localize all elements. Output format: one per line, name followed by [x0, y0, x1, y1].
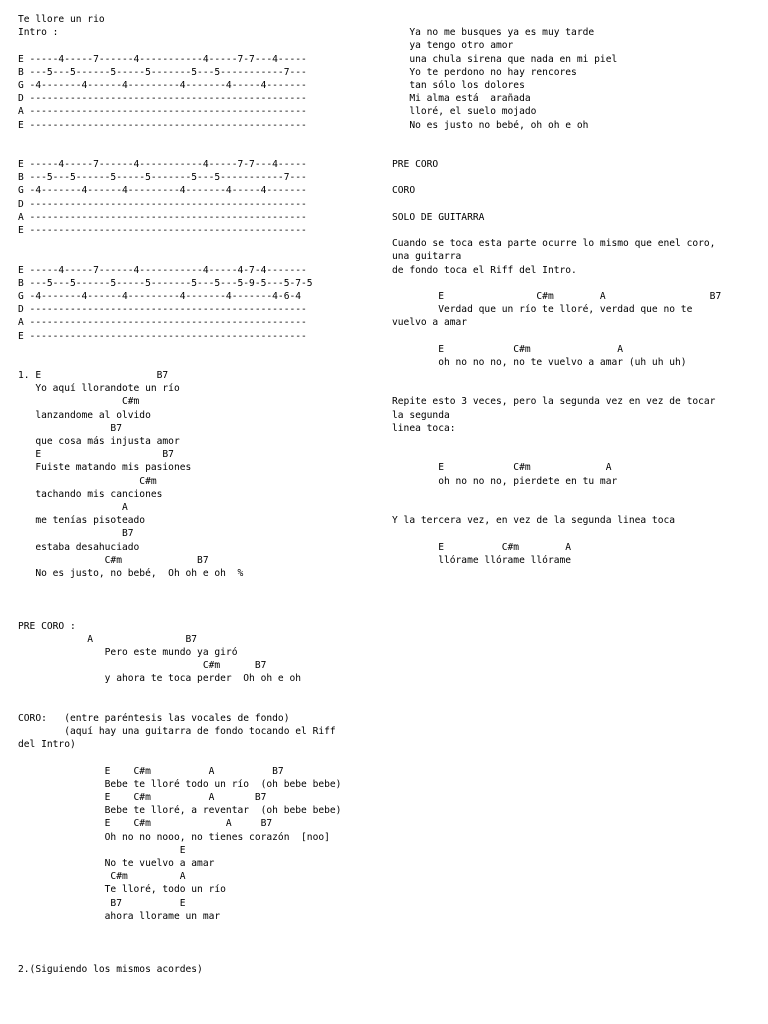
text-line: tan sólo los dolores	[392, 79, 525, 91]
text-line	[392, 435, 762, 448]
text-line: Bebe te lloré, a reventar (oh bebe bebe)	[18, 805, 342, 817]
text-line: E C#m A	[392, 462, 612, 474]
text-line: Intro :	[18, 27, 59, 39]
text-line: Ya no me busques ya es muy tarde	[392, 27, 595, 39]
text-line	[18, 699, 378, 712]
text-line: Te llore un rio	[18, 14, 105, 25]
text-line	[392, 369, 762, 382]
text-line: linea toca:	[392, 422, 456, 434]
text-line: 1. E B7	[18, 370, 169, 382]
text-line	[392, 382, 762, 395]
text-line	[18, 936, 378, 949]
text-line: B7	[18, 528, 134, 540]
text-line: A ------------------------------------------------	[18, 317, 307, 329]
text-line: Fuiste matando mis pasiones	[18, 462, 192, 474]
left-column	[18, 13, 378, 976]
text-line: Te lloré, todo un río	[18, 884, 226, 896]
text-line	[18, 606, 378, 619]
text-line: G -4-------4------4---------4-------4-----4-------	[18, 79, 307, 91]
text-line: E C#m A B7	[18, 818, 273, 830]
text-line: G -4-------4------4---------4-------4-----4-------	[18, 185, 307, 197]
text-line: Yo aquí llorandote un río	[18, 383, 180, 395]
text-line: 2.(Siguiendo los mismos acordes)	[18, 963, 203, 975]
text-line: ya tengo otro amor	[392, 40, 514, 52]
text-line: A ------------------------------------------------	[18, 211, 307, 223]
text-line	[392, 13, 762, 26]
text-line: A ------------------------------------------------	[18, 106, 307, 118]
text-line: una chula sirena que nada en mi piel	[392, 53, 618, 65]
text-line: tachando mis canciones	[18, 488, 163, 500]
text-line: PRE CORO :	[18, 620, 76, 632]
text-line: E ------------------------------------------------	[18, 330, 307, 342]
text-line: Oh no no nooo, no tienes corazón [noo]	[18, 831, 330, 843]
text-line: B7	[18, 422, 122, 434]
text-line: me tenías pisoteado	[18, 515, 146, 527]
text-line: llórame llórame llórame	[392, 554, 572, 566]
text-line	[18, 686, 378, 699]
text-line: oh no no no, no te vuelvo a amar (uh uh uh)	[392, 356, 687, 368]
text-line: A B7	[18, 633, 198, 645]
text-line: D ------------------------------------------------	[18, 93, 307, 105]
text-line: (aquí hay una guitarra de fondo tocando el Riff	[18, 726, 336, 738]
text-line: No es justo no bebé, oh oh e oh	[392, 119, 589, 131]
text-line: la segunda	[392, 409, 450, 421]
text-line	[392, 488, 762, 501]
text-line: Pero este mundo ya giró	[18, 647, 238, 658]
text-line	[18, 132, 378, 145]
text-line: oh no no no, pierdete en tu mar	[392, 475, 618, 487]
text-line: G -4-------4------4---------4-------4-------4-6-4	[18, 290, 302, 302]
text-line: una guitarra	[392, 251, 462, 263]
text-line: B ---5---5------5-----5-------5---5-----------7---	[18, 172, 307, 184]
text-line: CORO: (entre paréntesis las vocales de fondo)	[18, 712, 290, 724]
text-line: E C#m A B7	[392, 290, 722, 302]
text-line: D ------------------------------------------------	[18, 304, 307, 316]
text-line: y ahora te toca perder Oh oh e oh	[18, 673, 302, 685]
text-line: ahora llorame un mar	[18, 910, 221, 922]
text-line: que cosa más injusta amor	[18, 436, 180, 447]
text-line: Repite esto 3 veces, pero la segunda vez en vez de tocar	[392, 396, 716, 408]
text-line	[18, 923, 378, 936]
text-line: B ---5---5------5-----5-------5---5-----------7---	[18, 66, 307, 78]
text-line	[392, 501, 762, 514]
text-line	[18, 752, 378, 765]
text-line	[18, 343, 378, 356]
text-line: C#m	[18, 396, 140, 408]
text-line: Yo te perdono no hay rencores	[392, 66, 577, 78]
text-line: del Intro)	[18, 739, 76, 751]
text-line	[18, 949, 378, 962]
text-line	[392, 330, 762, 343]
text-line	[392, 448, 762, 461]
text-line: E C#m A B7	[18, 765, 284, 777]
text-line: E ------------------------------------------------	[18, 225, 307, 236]
text-line: Verdad que un río te lloré, verdad que no te	[392, 304, 693, 316]
text-line	[18, 356, 378, 369]
text-line: No es justo, no bebé, Oh oh e oh %	[18, 567, 244, 579]
text-line	[18, 580, 378, 593]
text-line: estaba desahuciado	[18, 541, 140, 553]
text-line	[392, 198, 762, 211]
text-line: Y la tercera vez, en vez de la segunda linea toca	[392, 515, 676, 527]
text-line: E	[18, 844, 186, 856]
text-line	[18, 250, 378, 263]
text-line: A	[18, 501, 128, 513]
text-line	[18, 593, 378, 606]
text-line	[392, 132, 762, 145]
text-line: E C#m A B7	[18, 792, 267, 804]
text-line: E B7	[18, 449, 174, 461]
text-line: C#m A	[18, 871, 186, 883]
text-line	[392, 145, 762, 158]
text-line: E -----4-----7------4-----------4-----4-7-4-------	[18, 264, 307, 276]
text-line: SOLO DE GUITARRA	[392, 211, 485, 223]
text-line	[18, 39, 378, 52]
text-line	[392, 224, 762, 237]
text-line: No te vuelvo a amar	[18, 858, 215, 869]
text-line: Cuando se toca esta parte ocurre lo mismo que enel coro,	[392, 238, 716, 250]
text-line	[392, 171, 762, 184]
text-line: vuelvo a amar	[392, 317, 468, 329]
text-line: E C#m A	[392, 541, 572, 553]
text-line	[392, 527, 762, 540]
text-line: CORO	[392, 185, 416, 197]
text-line: PRE CORO	[392, 159, 439, 171]
text-line: E -----4-----7------4-----------4-----7-7---4-----	[18, 53, 307, 65]
text-line	[18, 145, 378, 158]
text-line: Bebe te lloré todo un río (oh bebe bebe)	[18, 778, 342, 790]
text-line: B ---5---5------5-----5-------5---5---5-9-5---5-7-5	[18, 277, 313, 289]
text-line: C#m B7	[18, 554, 209, 566]
text-line: E C#m A	[392, 343, 624, 355]
text-line: lanzandome al olvido	[18, 409, 151, 421]
text-line	[18, 237, 378, 250]
text-line: B7 E	[18, 897, 186, 909]
text-line: Mi alma está arañada	[392, 93, 531, 105]
text-line: D ------------------------------------------------	[18, 198, 307, 210]
text-line	[392, 277, 762, 290]
text-line: de fondo toca el Riff del Intro.	[392, 264, 577, 276]
right-column	[392, 13, 762, 567]
text-line: C#m	[18, 475, 157, 487]
text-line: E -----4-----7------4-----------4-----7-7---4-----	[18, 159, 307, 171]
text-line: lloré, el suelo mojado	[392, 106, 537, 118]
text-line: E ------------------------------------------------	[18, 119, 307, 131]
text-line: C#m B7	[18, 660, 267, 672]
